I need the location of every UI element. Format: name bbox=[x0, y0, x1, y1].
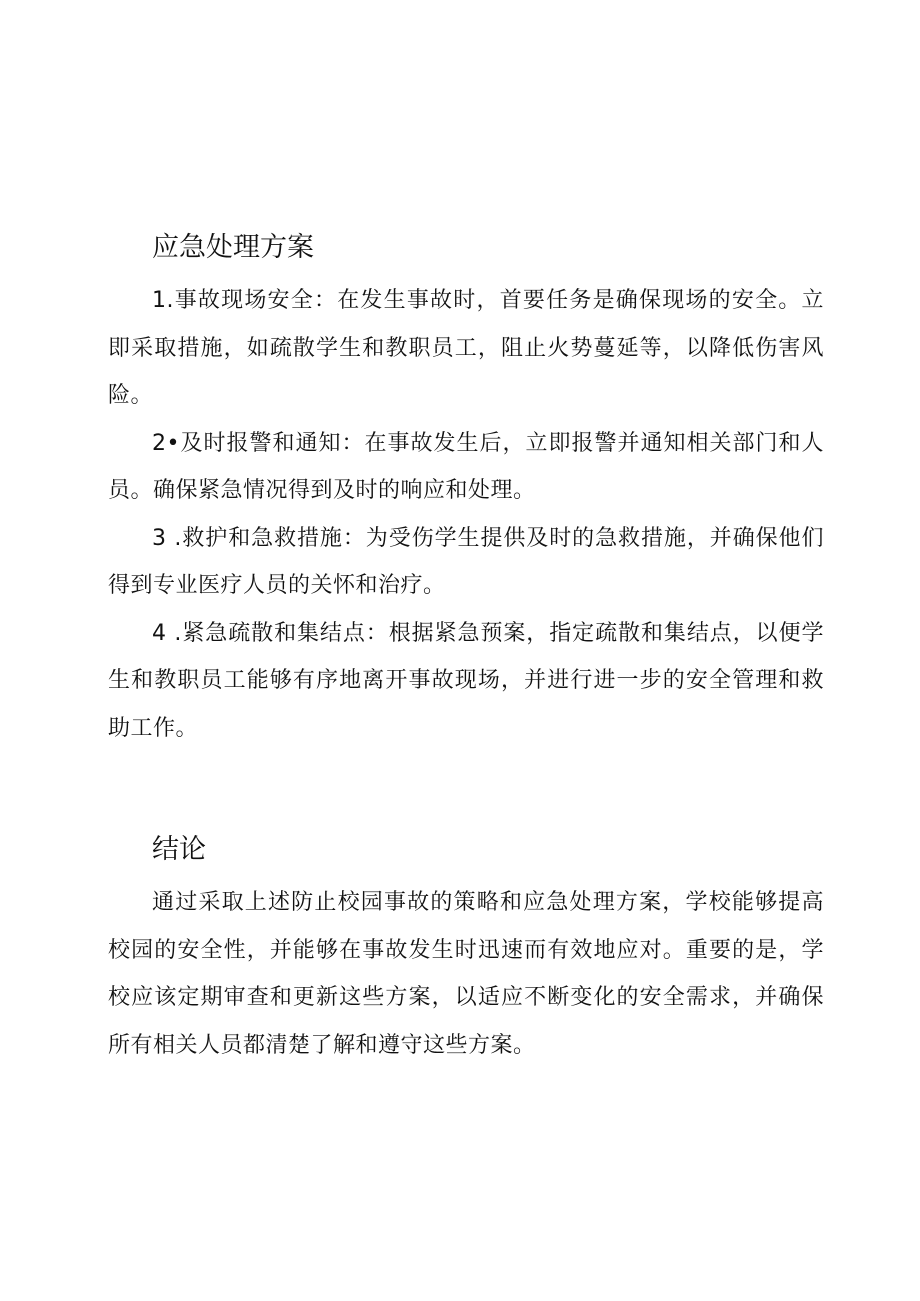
paragraph-alarm-notify: 2•及时报警和通知：在事故发生后，立即报警并通知相关部门和人员。确保紧急情况得到及时的响应和处理。 bbox=[108, 430, 824, 503]
paragraph-evacuation: 4 .紧急疏散和集结点：根据紧急预案，指定疏散和集结点，以便学生和教职员工能够有序地离开事故现场，并进行进一步的安全管理和救助工作。 bbox=[108, 620, 824, 741]
section-heading: 结论 bbox=[152, 834, 206, 865]
paragraph-scene-safety: 1.事故现场安全：在发生事故时，首要任务是确保现场的安全。立即采取措施，如疏散学生和教职员工，阻止火势蔓延等，以降低伤害风险。 bbox=[108, 288, 824, 408]
section-conclusion bbox=[108, 833, 824, 1069]
section-heading: 应急处理方案 bbox=[152, 232, 314, 263]
section-emergency-plan bbox=[108, 231, 824, 752]
paragraph-first-aid: 3 .救护和急救措施：为受伤学生提供及时的急救措施，并确保他们得到专业医疗人员的关怀和治疗。 bbox=[108, 525, 824, 598]
paragraph-conclusion: 通过采取上述防止校园事故的策略和应急处理方案，学校能够提高校园的安全性，并能够在事故发生时迅速而有效地应对。重要的是，学校应该定期审查和更新这些方案，以适应不断变化的安全需求，并确保所有相关人员都清楚了解和遵守这些方案。 bbox=[108, 890, 824, 1058]
